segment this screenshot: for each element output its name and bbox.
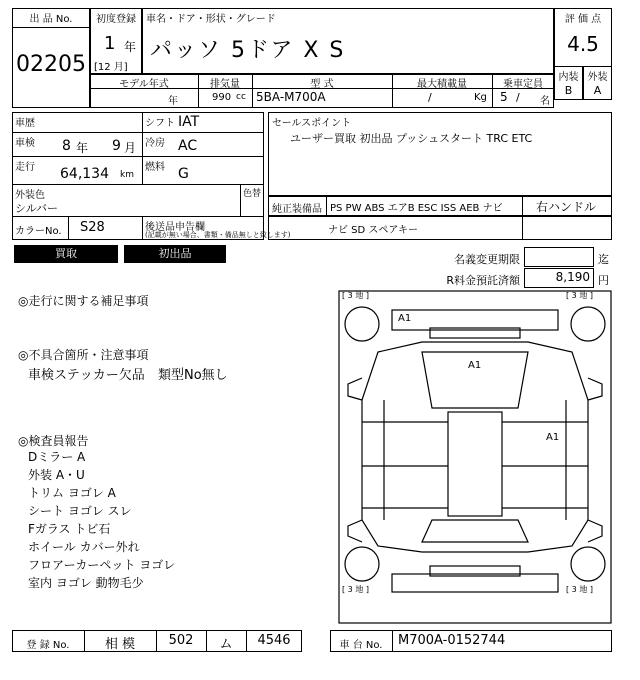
corner-suffix: 地 — [579, 585, 588, 594]
inspection-year: 8 — [62, 138, 71, 154]
capacity-unit: 名 — [540, 96, 550, 107]
details-vline-2 — [240, 184, 241, 216]
inspector-item: 外装 A・U — [28, 468, 85, 482]
details-vline-1 — [142, 112, 143, 184]
reg-area: 相 模 — [104, 637, 136, 652]
defect-title: ◎不具合箇所・注意事項 — [18, 348, 149, 362]
corner-number: 3 — [571, 291, 577, 300]
max-load-unit: Kg — [474, 92, 487, 103]
details-vline-3 — [68, 216, 69, 240]
name-change-unit: 迄 — [598, 253, 609, 266]
corner-number: 3 — [571, 585, 577, 594]
inspector-item: 室内 ヨゴレ 動物毛少 — [28, 576, 144, 590]
first-reg-label: 初度登録 — [96, 14, 136, 25]
corner-suffix: 地 — [579, 291, 588, 300]
handle-vline — [522, 196, 523, 216]
chassis-no: M700A-0152744 — [398, 633, 506, 648]
name-change-label: 名義変更期限 — [454, 253, 520, 266]
inspector-title: ◎検査員報告 — [18, 434, 89, 448]
capacity: 5 — [500, 90, 508, 104]
ac: AC — [178, 138, 198, 154]
corner-suffix: 地 — [355, 585, 364, 594]
fuel: G — [178, 166, 189, 182]
damage-mark: A1 — [398, 313, 412, 324]
aftermarket-box — [268, 216, 612, 240]
recycle-unit: 円 — [598, 274, 609, 287]
corner-label-rl: [ 3 地 ] — [342, 291, 369, 300]
exterior-grade: A — [593, 84, 602, 97]
reg-kana: ム — [219, 637, 233, 652]
inspection-year-unit: 年 — [76, 141, 89, 155]
ext-color: シルバー — [15, 202, 58, 215]
color-no: S28 — [80, 220, 105, 235]
inspector-item: Dミラー A — [28, 450, 86, 464]
corner-suffix: 地 — [355, 291, 364, 300]
exterior-label: 外装 — [587, 72, 608, 83]
score: 4.5 — [567, 32, 599, 56]
tag-first-listing: 初出品 — [124, 245, 226, 263]
max-load-slash: / — [428, 91, 432, 104]
interior-grade: B — [564, 84, 573, 97]
inspector-item: フロアーカーペット ヨゴレ — [28, 558, 176, 572]
reg-class: 502 — [168, 633, 194, 648]
history-label: 車歴 — [15, 118, 35, 129]
inspection-month: 9 — [112, 138, 121, 154]
capacity-slash: / — [516, 91, 520, 104]
reg-label: 登 録 No. — [26, 640, 70, 651]
details-hline-1 — [12, 132, 264, 133]
lot-no-label: 出 品 No. — [12, 10, 90, 28]
sales-point-label: セールスポイント — [272, 118, 352, 129]
corner-number: 3 — [347, 585, 353, 594]
car-diagram — [338, 290, 612, 624]
shift: IAT — [178, 114, 200, 130]
defect-item: 車検ステッカー欠品 — [28, 368, 145, 383]
sales-point-text: ユーザー買取 初出品 プッシュスタート TRC ETC — [290, 132, 533, 145]
inspector-item: トリム ヨゴレ A — [28, 486, 116, 500]
inspector-item: Fガラス トビ石 — [28, 522, 111, 536]
lot-no: 02205 — [16, 52, 86, 77]
score-label: 評 価 点 — [564, 14, 602, 25]
tag-buy: 買取 — [14, 245, 118, 263]
max-load-label: 最大積載量 — [417, 79, 467, 90]
model-year-label: モデル年式 — [119, 79, 169, 90]
damage-mark: A1 — [546, 432, 560, 443]
handle: 右ハンドル — [536, 200, 597, 214]
aftermarket-box-vline — [522, 216, 523, 240]
ext-color-label: 外装色 — [15, 190, 45, 201]
defect-item: 類型No無し — [158, 368, 228, 383]
model-year-unit: 年 — [168, 96, 178, 107]
recycle-value: 8,190 — [555, 270, 590, 284]
first-reg-month: [12 月] — [94, 62, 128, 73]
inspection-month-unit: 月 — [124, 141, 137, 155]
capacity-label: 乗車定員 — [503, 79, 543, 90]
displacement-label: 排気量 — [210, 79, 240, 90]
first-reg-year-unit: 年 — [124, 40, 137, 54]
corner-label-fr: [ 3 地 ] — [566, 585, 593, 594]
model: 5BA-M700A — [256, 90, 326, 104]
shift-label: シフト — [145, 118, 175, 129]
supplement-title: ◎走行に関する補足事項 — [18, 294, 149, 308]
mileage-unit: km — [120, 170, 134, 180]
chassis-label: 車 台 No. — [339, 640, 383, 651]
model-label: 型 式 — [310, 79, 334, 90]
name-change-box — [524, 247, 594, 267]
car-name-label: 車名・ドア・形状・グレード — [146, 14, 276, 25]
damage-mark: A1 — [468, 360, 482, 371]
displacement: 990 — [212, 92, 232, 103]
color-no-label: カラーNo. — [15, 226, 62, 237]
fuel-label: 燃料 — [145, 162, 165, 173]
mileage: 64,134 — [60, 166, 109, 182]
inspector-item: ホイール カバー外れ — [28, 540, 140, 554]
aftermarket-items: ナビ SD スペアキー — [328, 225, 419, 236]
inspector-item: シート ヨゴレ スレ — [28, 504, 132, 518]
mileage-label: 走行 — [15, 162, 35, 173]
details-hline-2 — [12, 156, 264, 157]
corner-label-rr: [ 3 地 ] — [566, 291, 593, 300]
color-change-label: 色替 — [243, 189, 262, 199]
std-equipment-vline — [326, 196, 327, 216]
details-vline-4 — [142, 216, 143, 240]
corner-label-fl: [ 3 地 ] — [342, 585, 369, 594]
reg-number: 4546 — [257, 633, 291, 648]
details-hline-3 — [12, 184, 264, 185]
recycle-label: R料金預託済額 — [446, 274, 520, 287]
car-name: パッソ 5ドア X S — [150, 38, 346, 63]
car-diagram-svg — [338, 290, 612, 624]
aftermarket-note: (記載が無い場合、書類・備品無しと致します) — [145, 231, 291, 239]
first-reg-year: 1 — [104, 33, 116, 54]
displacement-unit: cc — [236, 92, 246, 102]
details-hline-4 — [12, 216, 264, 217]
aftermarket-label: 後送品申告欄 — [145, 222, 205, 233]
inspection-label: 車検 — [15, 138, 35, 149]
std-equipment-label: 純正装備品 — [272, 204, 322, 215]
ac-label: 冷房 — [145, 138, 165, 149]
std-equipment: PS PW ABS エアB ESC ISS AEB ナビ — [330, 203, 503, 214]
chassis-divider — [392, 630, 393, 652]
corner-number: 3 — [347, 291, 353, 300]
interior-label: 内装 — [558, 72, 579, 83]
